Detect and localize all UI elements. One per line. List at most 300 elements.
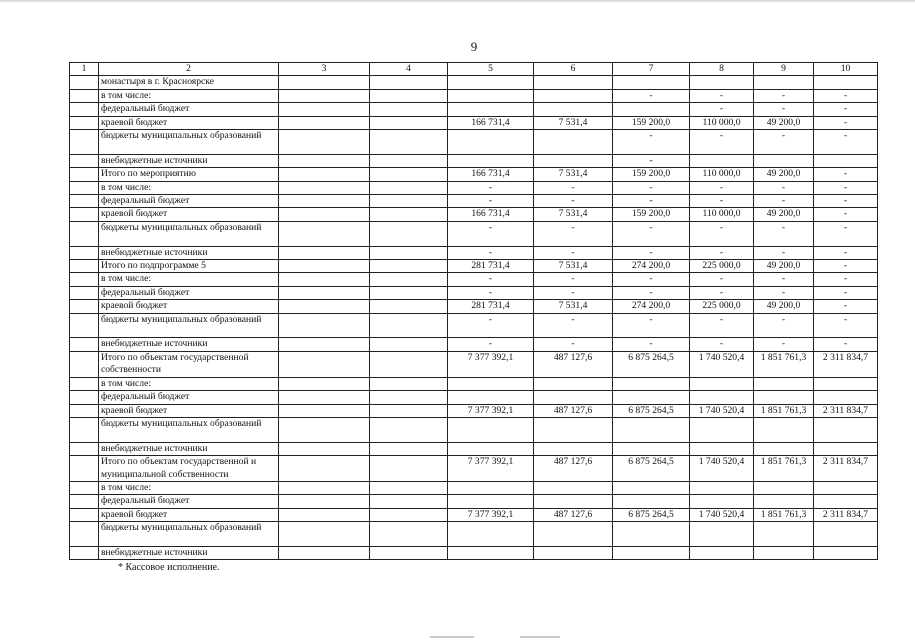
value-cell xyxy=(690,495,754,508)
row-label: бюджеты муниципальных образований xyxy=(99,417,279,442)
value-cell xyxy=(814,154,878,167)
row-label: Итого по мероприятию xyxy=(99,168,279,181)
value-cell: - xyxy=(448,286,534,299)
value-cell xyxy=(690,154,754,167)
col4-cell xyxy=(370,208,448,221)
value-cell xyxy=(814,546,878,559)
row-label: Итого по объектам государственной и муниципальной собственности xyxy=(99,456,279,482)
row-label: в том числе: xyxy=(99,181,279,194)
col1-cell xyxy=(70,351,99,377)
col3-cell xyxy=(279,391,370,404)
value-cell: - xyxy=(448,273,534,286)
col4-cell xyxy=(370,246,448,259)
row-label: краевой бюджет xyxy=(99,116,279,129)
col3-cell xyxy=(279,246,370,259)
value-cell xyxy=(814,522,878,547)
value-cell: - xyxy=(690,273,754,286)
value-cell: - xyxy=(613,195,690,208)
table-row xyxy=(70,130,878,155)
value-cell xyxy=(448,154,534,167)
col1-cell xyxy=(70,103,99,116)
col4-cell xyxy=(370,103,448,116)
col1-cell xyxy=(70,456,99,482)
col1-cell xyxy=(70,195,99,208)
row-label: внебюджетные источники xyxy=(99,338,279,351)
value-cell: 487 127,6 xyxy=(534,456,613,482)
col3-cell xyxy=(279,181,370,194)
value-cell: - xyxy=(814,208,878,221)
value-cell: 49 200,0 xyxy=(754,168,814,181)
col1-cell xyxy=(70,208,99,221)
col4-cell xyxy=(370,522,448,547)
table-row xyxy=(70,391,878,404)
value-cell xyxy=(754,391,814,404)
col4-cell xyxy=(370,377,448,390)
value-cell: - xyxy=(613,273,690,286)
row-label: Итого по подпрограмме 5 xyxy=(99,260,279,273)
value-cell xyxy=(448,417,534,442)
col3-cell xyxy=(279,300,370,313)
table-body xyxy=(70,63,878,560)
col3-cell xyxy=(279,260,370,273)
value-cell: - xyxy=(448,313,534,338)
value-cell: - xyxy=(534,273,613,286)
value-cell xyxy=(613,442,690,455)
value-cell xyxy=(448,76,534,89)
value-cell: - xyxy=(814,273,878,286)
value-cell: - xyxy=(754,195,814,208)
value-cell: 159 200,0 xyxy=(613,168,690,181)
value-cell xyxy=(613,391,690,404)
row-label: федеральный бюджет xyxy=(99,391,279,404)
value-cell: 281 731,4 xyxy=(448,300,534,313)
page-number: 9 xyxy=(470,39,478,54)
col3-cell xyxy=(279,195,370,208)
value-cell: 7 531,4 xyxy=(534,300,613,313)
value-cell: 7 531,4 xyxy=(534,168,613,181)
value-cell xyxy=(814,76,878,89)
value-cell xyxy=(613,377,690,390)
col4-cell xyxy=(370,417,448,442)
value-cell: - xyxy=(814,130,878,155)
col1-cell xyxy=(70,273,99,286)
col1-cell xyxy=(70,404,99,417)
value-cell xyxy=(613,76,690,89)
col1-cell xyxy=(70,89,99,102)
value-cell xyxy=(448,546,534,559)
value-cell xyxy=(534,377,613,390)
value-cell: - xyxy=(814,313,878,338)
value-cell: - xyxy=(448,221,534,246)
col3-cell xyxy=(279,89,370,102)
value-cell: - xyxy=(814,103,878,116)
value-cell xyxy=(690,377,754,390)
col4-cell xyxy=(370,130,448,155)
table-row xyxy=(70,168,878,181)
row-label: краевой бюджет xyxy=(99,404,279,417)
column-header: 6 xyxy=(534,63,613,76)
col1-cell xyxy=(70,377,99,390)
col4-cell xyxy=(370,442,448,455)
value-cell xyxy=(534,130,613,155)
col3-cell xyxy=(279,377,370,390)
value-cell: 1 851 761,3 xyxy=(754,508,814,521)
value-cell: - xyxy=(534,286,613,299)
col4-cell xyxy=(370,351,448,377)
budget-table xyxy=(69,62,878,560)
col1-cell xyxy=(70,338,99,351)
table-row xyxy=(70,495,878,508)
table-row xyxy=(70,221,878,246)
value-cell xyxy=(534,154,613,167)
value-cell: 7 531,4 xyxy=(534,208,613,221)
table-row xyxy=(70,286,878,299)
col4-cell xyxy=(370,154,448,167)
row-label: федеральный бюджет xyxy=(99,195,279,208)
value-cell xyxy=(448,130,534,155)
value-cell xyxy=(534,522,613,547)
value-cell: - xyxy=(448,246,534,259)
value-cell: 487 127,6 xyxy=(534,404,613,417)
table-row xyxy=(70,273,878,286)
table-row xyxy=(70,116,878,129)
col1-cell xyxy=(70,221,99,246)
scan-mark xyxy=(430,636,474,638)
col4-cell xyxy=(370,546,448,559)
value-cell: - xyxy=(448,195,534,208)
value-cell xyxy=(534,495,613,508)
col3-cell xyxy=(279,338,370,351)
value-cell: 225 000,0 xyxy=(690,300,754,313)
value-cell: - xyxy=(534,338,613,351)
value-cell xyxy=(448,495,534,508)
value-cell: 1 740 520,4 xyxy=(690,508,754,521)
value-cell xyxy=(690,417,754,442)
table-row xyxy=(70,103,878,116)
value-cell: - xyxy=(690,195,754,208)
table-row xyxy=(70,208,878,221)
col3-cell xyxy=(279,442,370,455)
scan-edge xyxy=(0,0,915,3)
table-row xyxy=(70,481,878,494)
value-cell: - xyxy=(754,246,814,259)
value-cell xyxy=(613,417,690,442)
value-cell: 2 311 834,7 xyxy=(814,508,878,521)
col4-cell xyxy=(370,391,448,404)
value-cell: - xyxy=(534,221,613,246)
value-cell: 487 127,6 xyxy=(534,508,613,521)
footnote: * Кассовое исполнение. xyxy=(118,562,220,573)
value-cell: - xyxy=(814,168,878,181)
col4-cell xyxy=(370,313,448,338)
col3-cell xyxy=(279,116,370,129)
value-cell: - xyxy=(814,260,878,273)
value-cell: - xyxy=(613,221,690,246)
col1-cell xyxy=(70,286,99,299)
value-cell: 166 731,4 xyxy=(448,168,534,181)
value-cell xyxy=(613,522,690,547)
col4-cell xyxy=(370,495,448,508)
col1-cell xyxy=(70,246,99,259)
value-cell: - xyxy=(613,181,690,194)
value-cell: 159 200,0 xyxy=(613,208,690,221)
col4-cell xyxy=(370,89,448,102)
col1-cell xyxy=(70,481,99,494)
column-header: 7 xyxy=(613,63,690,76)
value-cell: 166 731,4 xyxy=(448,208,534,221)
table-row xyxy=(70,377,878,390)
value-cell: - xyxy=(690,181,754,194)
table-row xyxy=(70,338,878,351)
col3-cell xyxy=(279,546,370,559)
value-cell xyxy=(448,103,534,116)
value-cell xyxy=(448,481,534,494)
col3-cell xyxy=(279,221,370,246)
value-cell: - xyxy=(754,286,814,299)
value-cell: - xyxy=(814,181,878,194)
col3-cell xyxy=(279,208,370,221)
value-cell: - xyxy=(613,89,690,102)
value-cell xyxy=(814,377,878,390)
value-cell: - xyxy=(814,116,878,129)
col1-cell xyxy=(70,546,99,559)
table-row xyxy=(70,313,878,338)
col1-cell xyxy=(70,508,99,521)
row-label: краевой бюджет xyxy=(99,508,279,521)
row-label: бюджеты муниципальных образований xyxy=(99,313,279,338)
value-cell xyxy=(448,442,534,455)
value-cell: - xyxy=(754,273,814,286)
col1-cell xyxy=(70,116,99,129)
value-cell xyxy=(690,391,754,404)
col3-cell xyxy=(279,130,370,155)
value-cell xyxy=(534,391,613,404)
value-cell: 6 875 264,5 xyxy=(613,508,690,521)
value-cell xyxy=(534,103,613,116)
col3-cell xyxy=(279,508,370,521)
table-row xyxy=(70,300,878,313)
value-cell: 49 200,0 xyxy=(754,300,814,313)
value-cell: - xyxy=(754,338,814,351)
value-cell: - xyxy=(814,300,878,313)
table-row xyxy=(70,89,878,102)
row-label: внебюджетные источники xyxy=(99,154,279,167)
value-cell: - xyxy=(534,181,613,194)
col3-cell xyxy=(279,417,370,442)
value-cell: - xyxy=(814,89,878,102)
value-cell xyxy=(754,442,814,455)
col4-cell xyxy=(370,116,448,129)
value-cell xyxy=(534,89,613,102)
value-cell: - xyxy=(754,89,814,102)
value-cell xyxy=(534,546,613,559)
row-label: внебюджетные источники xyxy=(99,442,279,455)
row-label: в том числе: xyxy=(99,481,279,494)
value-cell: - xyxy=(534,195,613,208)
col1-cell xyxy=(70,76,99,89)
col4-cell xyxy=(370,286,448,299)
row-label: федеральный бюджет xyxy=(99,495,279,508)
col1-cell xyxy=(70,154,99,167)
value-cell: 487 127,6 xyxy=(534,351,613,377)
value-cell: - xyxy=(690,246,754,259)
value-cell: - xyxy=(448,338,534,351)
value-cell xyxy=(448,377,534,390)
col1-cell xyxy=(70,260,99,273)
value-cell xyxy=(448,89,534,102)
col3-cell xyxy=(279,481,370,494)
col3-cell xyxy=(279,495,370,508)
col4-cell xyxy=(370,181,448,194)
col4-cell xyxy=(370,481,448,494)
value-cell: - xyxy=(814,338,878,351)
header-row xyxy=(70,63,878,76)
col4-cell xyxy=(370,260,448,273)
value-cell xyxy=(534,442,613,455)
value-cell: - xyxy=(613,154,690,167)
value-cell: 7 377 392,1 xyxy=(448,456,534,482)
column-header: 1 xyxy=(70,63,99,76)
column-header: 2 xyxy=(99,63,279,76)
table-row xyxy=(70,404,878,417)
value-cell: 1 851 761,3 xyxy=(754,456,814,482)
value-cell: 2 311 834,7 xyxy=(814,351,878,377)
value-cell xyxy=(754,481,814,494)
col4-cell xyxy=(370,300,448,313)
value-cell: - xyxy=(690,286,754,299)
value-cell: 166 731,4 xyxy=(448,116,534,129)
value-cell: - xyxy=(814,221,878,246)
col4-cell xyxy=(370,221,448,246)
value-cell: 7 531,4 xyxy=(534,260,613,273)
row-label: в том числе: xyxy=(99,89,279,102)
col1-cell xyxy=(70,130,99,155)
value-cell: - xyxy=(754,221,814,246)
value-cell xyxy=(814,495,878,508)
value-cell xyxy=(690,522,754,547)
value-cell xyxy=(534,481,613,494)
col1-cell xyxy=(70,442,99,455)
col1-cell xyxy=(70,168,99,181)
col3-cell xyxy=(279,286,370,299)
col3-cell xyxy=(279,404,370,417)
value-cell: - xyxy=(534,313,613,338)
col1-cell xyxy=(70,313,99,338)
value-cell: - xyxy=(534,246,613,259)
value-cell: 49 200,0 xyxy=(754,260,814,273)
col3-cell xyxy=(279,456,370,482)
value-cell: 274 200,0 xyxy=(613,260,690,273)
value-cell xyxy=(690,442,754,455)
value-cell: 2 311 834,7 xyxy=(814,456,878,482)
table-row xyxy=(70,522,878,547)
value-cell: - xyxy=(754,181,814,194)
value-cell xyxy=(814,481,878,494)
table-row xyxy=(70,246,878,259)
value-cell: - xyxy=(754,313,814,338)
col3-cell xyxy=(279,313,370,338)
column-header: 10 xyxy=(814,63,878,76)
col4-cell xyxy=(370,456,448,482)
col4-cell xyxy=(370,273,448,286)
value-cell: 7 377 392,1 xyxy=(448,508,534,521)
value-cell: 49 200,0 xyxy=(754,208,814,221)
col3-cell xyxy=(279,273,370,286)
value-cell: 225 000,0 xyxy=(690,260,754,273)
table-row xyxy=(70,260,878,273)
table-row xyxy=(70,508,878,521)
column-header: 5 xyxy=(448,63,534,76)
value-cell xyxy=(613,546,690,559)
value-cell: 49 200,0 xyxy=(754,116,814,129)
row-label: в том числе: xyxy=(99,273,279,286)
col3-cell xyxy=(279,522,370,547)
column-header: 9 xyxy=(754,63,814,76)
value-cell: - xyxy=(754,103,814,116)
table-row xyxy=(70,351,878,377)
row-label: краевой бюджет xyxy=(99,208,279,221)
row-label: внебюджетные источники xyxy=(99,246,279,259)
table-row xyxy=(70,442,878,455)
value-cell: - xyxy=(613,246,690,259)
col1-cell xyxy=(70,417,99,442)
value-cell xyxy=(448,522,534,547)
col3-cell xyxy=(279,351,370,377)
col4-cell xyxy=(370,508,448,521)
table-row xyxy=(70,417,878,442)
col4-cell xyxy=(370,195,448,208)
value-cell xyxy=(814,417,878,442)
col4-cell xyxy=(370,76,448,89)
value-cell xyxy=(754,546,814,559)
col1-cell xyxy=(70,495,99,508)
column-header: 3 xyxy=(279,63,370,76)
row-label: бюджеты муниципальных образований xyxy=(99,130,279,155)
value-cell xyxy=(613,495,690,508)
value-cell xyxy=(534,76,613,89)
table-row xyxy=(70,154,878,167)
col4-cell xyxy=(370,168,448,181)
value-cell: 281 731,4 xyxy=(448,260,534,273)
value-cell xyxy=(613,481,690,494)
value-cell: 274 200,0 xyxy=(613,300,690,313)
value-cell: - xyxy=(690,338,754,351)
value-cell: - xyxy=(690,221,754,246)
table-row xyxy=(70,181,878,194)
value-cell xyxy=(814,391,878,404)
row-label: бюджеты муниципальных образований xyxy=(99,522,279,547)
row-label: Итого по объектам государственной собственности xyxy=(99,351,279,377)
row-label: в том числе: xyxy=(99,377,279,390)
col1-cell xyxy=(70,522,99,547)
value-cell: 6 875 264,5 xyxy=(613,456,690,482)
value-cell: - xyxy=(448,181,534,194)
value-cell: - xyxy=(690,313,754,338)
value-cell: 2 311 834,7 xyxy=(814,404,878,417)
col4-cell xyxy=(370,404,448,417)
value-cell: 1 851 761,3 xyxy=(754,404,814,417)
col3-cell xyxy=(279,76,370,89)
row-label: бюджеты муниципальных образований xyxy=(99,221,279,246)
value-cell: - xyxy=(613,130,690,155)
col3-cell xyxy=(279,154,370,167)
value-cell xyxy=(754,522,814,547)
value-cell: 7 377 392,1 xyxy=(448,404,534,417)
value-cell: - xyxy=(613,313,690,338)
row-label: монастыря в г. Красноярске xyxy=(99,76,279,89)
row-label: федеральный бюджет xyxy=(99,103,279,116)
value-cell xyxy=(754,417,814,442)
